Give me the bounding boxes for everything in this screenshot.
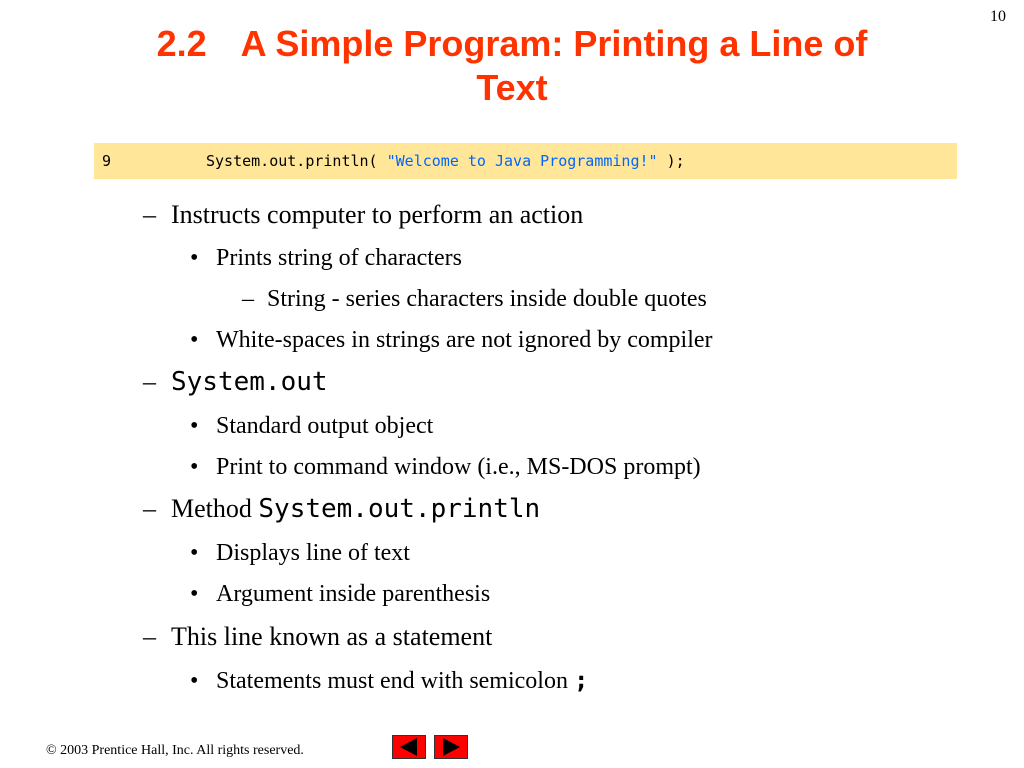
bullet-item [190, 540, 410, 567]
dash-marker: – [242, 286, 254, 312]
code-line-number: 9 [102, 152, 112, 170]
next-slide-button[interactable] [434, 735, 468, 759]
dash-marker: – [143, 494, 156, 523]
bullet-text: Displays line of text [216, 540, 410, 566]
bullet-item [190, 413, 433, 440]
bullet-text: This line known as a statement [171, 622, 493, 651]
bullet-text: Prints string of characters [216, 245, 462, 271]
title-text-1: A Simple Program: Printing a Line of [240, 23, 868, 64]
bullet-item [190, 327, 713, 354]
bullet-item [190, 581, 490, 608]
bullet-text: Print to command window (i.e., MS-DOS prompt) [216, 454, 701, 480]
bullet-item [143, 367, 328, 397]
copyright-symbol: © [46, 743, 57, 758]
code-snippet [94, 143, 957, 179]
bullet-marker: • [190, 413, 199, 439]
page-number: 10 [990, 8, 1006, 25]
bullet-item [190, 245, 462, 272]
bullet-text: Standard output object [216, 413, 434, 439]
dash-marker: – [143, 200, 156, 229]
triangle-left-icon [400, 738, 417, 756]
code-prefix: System.out.println( [206, 152, 387, 170]
bullet-marker: • [190, 245, 199, 271]
title-line-2: Text [476, 67, 548, 108]
bullet-marker: • [190, 454, 199, 480]
copyright-text: 2003 Prentice Hall, Inc. All rights reserved. [60, 743, 304, 758]
title-number: 2.2 [156, 23, 207, 64]
bullet-code: System.out [171, 367, 328, 397]
bullet-marker: • [190, 540, 199, 566]
bullet-item [190, 454, 701, 481]
bullet-marker: • [190, 668, 199, 694]
bullet-item [143, 494, 540, 524]
bullet-item [143, 200, 583, 230]
previous-slide-button[interactable] [392, 735, 426, 759]
title-line-1 [0, 22, 1024, 66]
bullet-code: System.out.println [258, 494, 541, 524]
code-line [206, 143, 685, 179]
triangle-right-icon [443, 738, 460, 756]
bullet-item [242, 286, 707, 313]
bullet-code: ; [573, 666, 589, 694]
dash-marker: – [143, 367, 156, 396]
code-suffix: ); [657, 152, 685, 170]
copyright-footer [46, 743, 304, 759]
bullet-marker: • [190, 581, 199, 607]
code-string-literal: "Welcome to Java Programming!" [386, 152, 658, 170]
bullet-text: White-spaces in strings are not ignored by compiler [216, 327, 713, 353]
bullet-item [190, 666, 588, 695]
slide-title [0, 22, 1024, 110]
bullet-text: Instructs computer to perform an action [171, 200, 584, 229]
bullet-text: Statements must end with semicolon [216, 668, 574, 694]
bullet-text: Argument inside parenthesis [216, 581, 491, 607]
dash-marker: – [143, 622, 156, 651]
bullet-text: String - series characters inside double quotes [267, 286, 707, 312]
bullet-item [143, 622, 492, 652]
bullet-marker: • [190, 327, 199, 353]
bullet-text: Method [171, 494, 259, 523]
